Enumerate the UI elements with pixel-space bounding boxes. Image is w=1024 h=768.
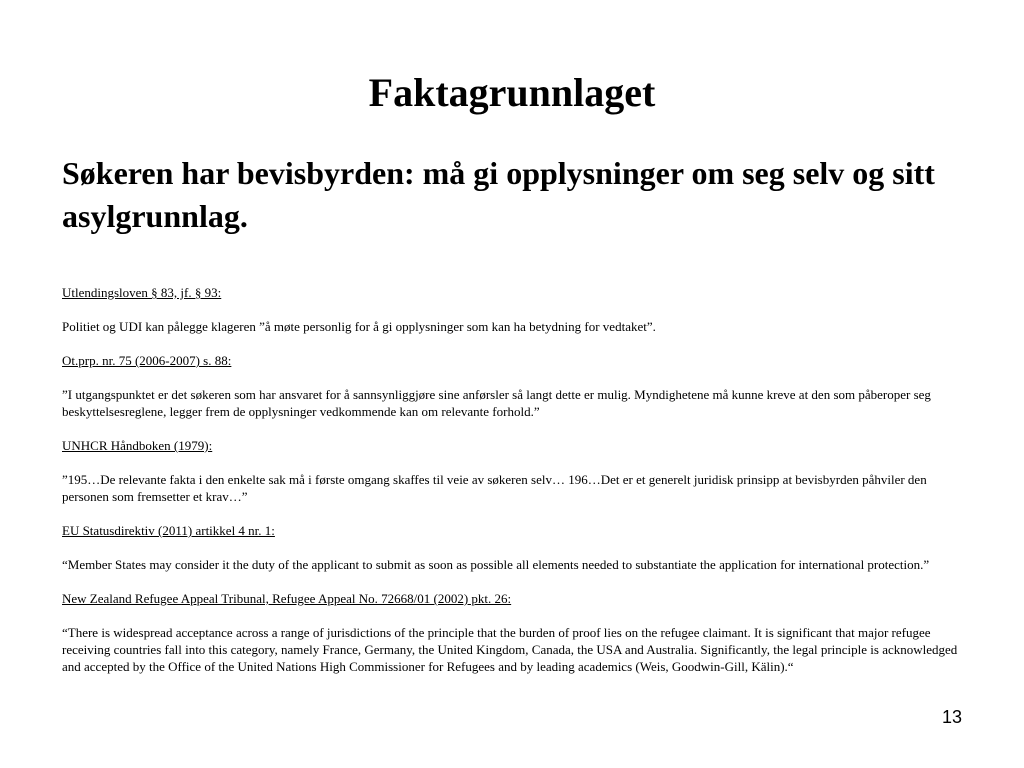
source-reference: New Zealand Refugee Appeal Tribunal, Refugee Appeal No. 72668/01 (2002) pkt. 26: xyxy=(62,591,512,606)
source-quote: ”I utgangspunktet er det søkeren som har ansvaret for å sannsynliggjøre sine anførsler så langt dette er mulig. Myndighetene må kunne kreve at den som påberoper seg beskyttelsesreglene, legger frem de opplysninger vedkommende kan om relevante forhold.” xyxy=(62,387,931,419)
source-quote: Politiet og UDI kan pålegge klageren ”å møte personlig for å gi opplysninger som kan ha betydning for vedtaket”. xyxy=(62,319,656,334)
source-quote: “Member States may consider it the duty of the applicant to submit as soon as possible all elements needed to substantiate the application for international protection.” xyxy=(62,557,930,572)
page-number: 13 xyxy=(941,707,962,727)
slide-title: Faktagrunnlaget xyxy=(368,70,656,115)
source-reference: EU Statusdirektiv (2011) artikkel 4 nr. 1: xyxy=(62,523,275,538)
source-reference: Utlendingsloven § 83, jf. § 93: xyxy=(62,285,222,300)
source-quote: “There is widespread acceptance across a range of jurisdictions of the principle that the burden of proof lies on the refugee claimant. It is significant that major refugee receiving countries fall into this category, namely France, Germany, the United Kingdom, Canada, the USA and Australia. Significantly, the legal principle is acknowledged and accepted by the Office of the United Nations High Commissioner for Refugees and by leading academics (Weis, Goodwin-Gill, Kälin).“ xyxy=(62,625,958,674)
source-quote: ”195…De relevante fakta i den enkelte sak må i første omgang skaffes til veie av søkeren selv… 196…Det er et generelt juridisk prinsipp at bevisbyrden påhviler den personen som fremsetter et krav…” xyxy=(62,472,927,504)
slide-heading: Søkeren har bevisbyrden: må gi opplysninger om seg selv og sitt asylgrunnlag. xyxy=(62,155,935,234)
source-reference: UNHCR Håndboken (1979): xyxy=(62,438,213,453)
source-reference: Ot.prp. nr. 75 (2006-2007) s. 88: xyxy=(62,353,232,368)
slide-body xyxy=(62,284,962,675)
